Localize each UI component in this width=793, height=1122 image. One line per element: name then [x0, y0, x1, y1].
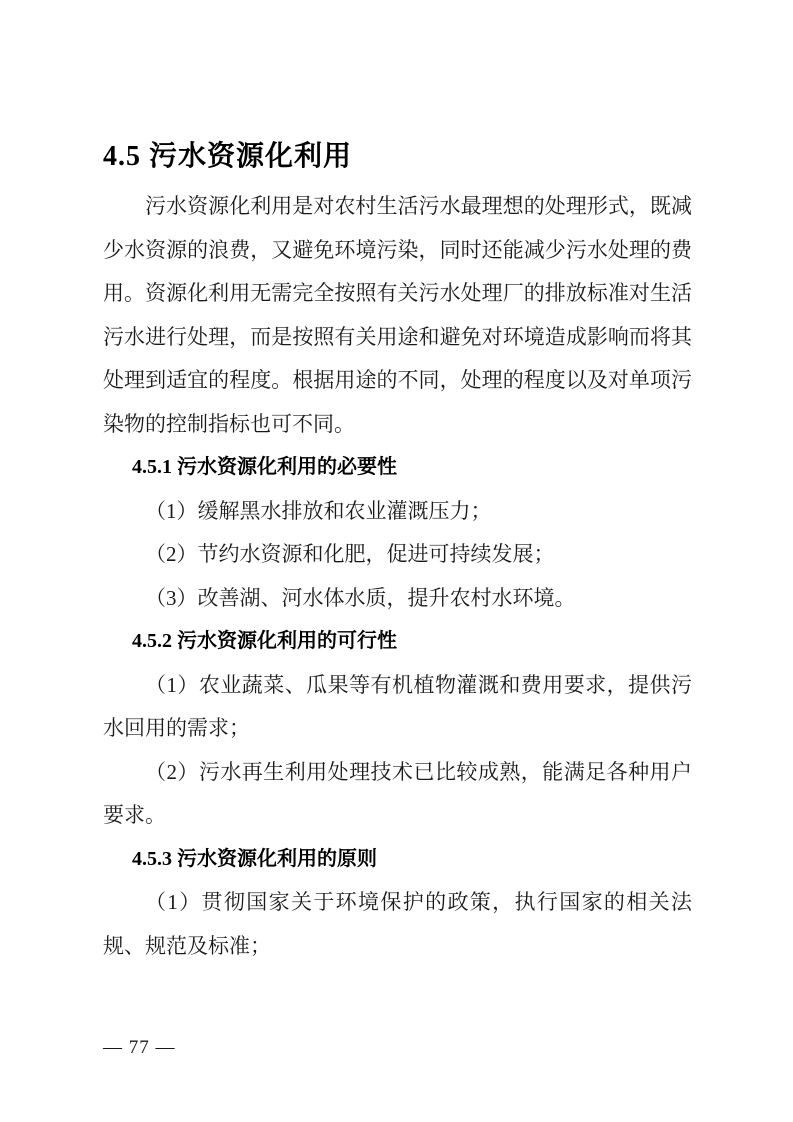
list-item: （2）污水再生利用处理技术已比较成熟，能满足各种用户要求。 [103, 759, 692, 827]
page-number: — 77 — [103, 1037, 176, 1058]
subsection-heading: 4.5.3 污水资源化利用的原则 [132, 847, 377, 870]
section-heading: 4.5 污水资源化利用 [103, 141, 353, 172]
subsection-heading: 4.5.1 污水资源化利用的必要性 [132, 456, 397, 478]
list-item: （2）节约水资源和化肥，促进可持续发展； [145, 542, 555, 566]
list-item: （3）改善湖、河水体水质，提升农村水环境。 [145, 585, 576, 610]
page-content [103, 143, 692, 968]
list-item: （1）农业蔬菜、瓜果等有机植物灌溉和费用要求，提供污水回用的需求； [103, 672, 692, 740]
subsection-heading: 4.5.2 污水资源化利用的可行性 [132, 630, 397, 652]
list-item: （1）缓解黑水排放和农业灌溉压力； [145, 498, 492, 523]
list-item: （1）贯彻国家关于环境保护的政策，执行国家的相关法规、规范及标准； [103, 890, 692, 958]
intro-paragraph: 污水资源化利用是对农村生活污水最理想的处理形式，既减少水资源的浪费，又避免环境污染，同时还能减少污水处理的费用。资源化利用无需完全按照有关污水处理厂的排放标准对生活污水进行处理，而是按照有关用途和避免对环境造成影响而将其处理到适宜的程度。根据用途的不同，处理的程度以及对单项污染物的控制指标也可不同。 [103, 194, 692, 436]
